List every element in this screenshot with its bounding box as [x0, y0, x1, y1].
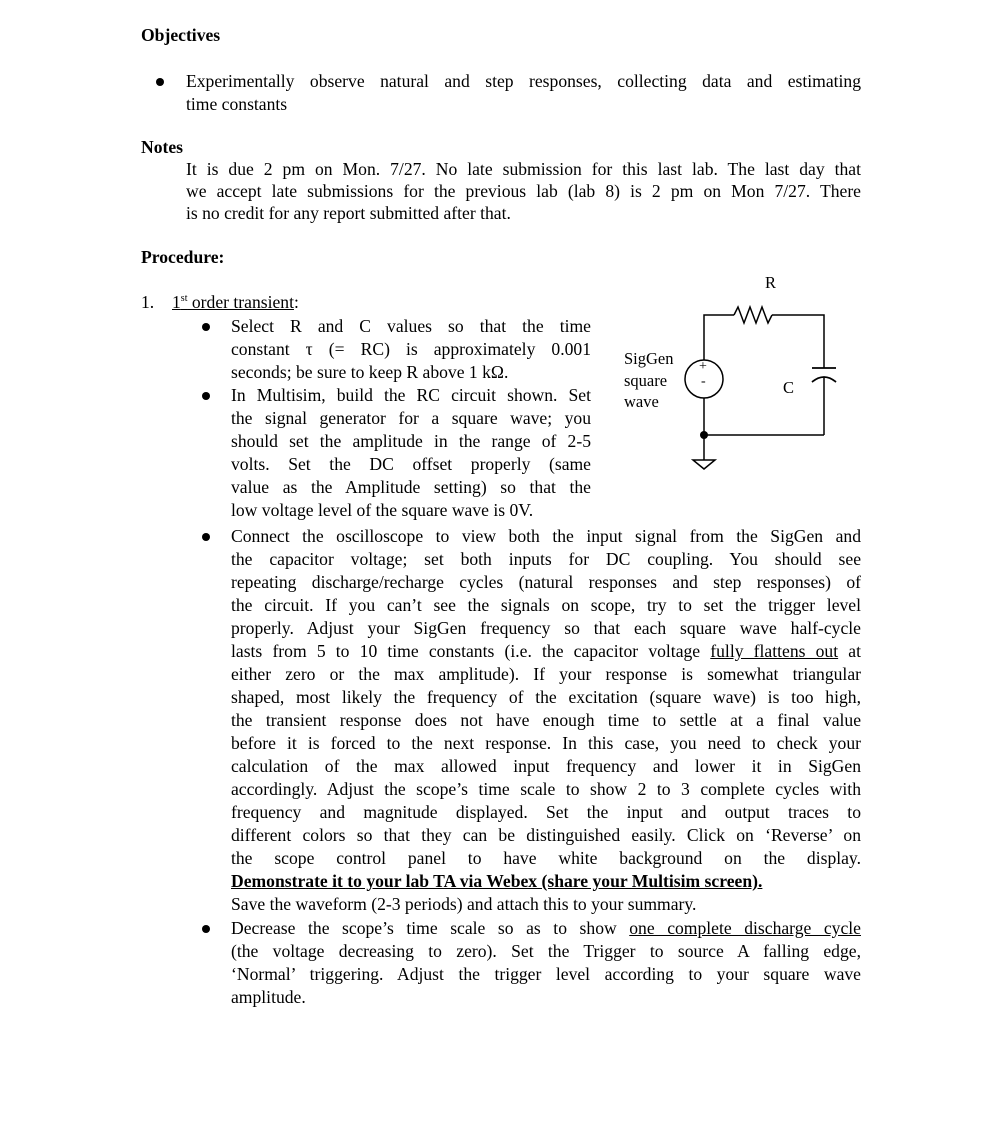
b4-line3: ‘Normal’ triggering. Adjust the trigger level according to your square wave — [231, 964, 861, 984]
b1-bullet — [202, 323, 210, 331]
objectives-bullet — [156, 78, 164, 86]
objectives-bullet-line1: Experimentally observe natural and step responses, collecting data and estimating — [186, 71, 861, 91]
notes-heading: Notes — [141, 137, 184, 157]
b3-line15: the scope control panel to have white background on the display. — [231, 848, 861, 868]
b2-bullet — [202, 392, 210, 400]
b3-line17: Save the waveform (2-3 periods) and attach this to your summary. — [231, 894, 697, 914]
objectives-heading: Objectives — [141, 25, 221, 45]
b2-line6: low voltage level of the square wave is 0V. — [231, 500, 534, 520]
item-title-colon: : — [293, 292, 299, 312]
b2-line5: value as the Amplitude setting) so that the — [231, 477, 591, 497]
notes-line1: It is due 2 pm on Mon. 7/27. No late submission for this last lab. The last day that — [186, 159, 861, 179]
b2-line2: the signal generator for a square wave; you — [231, 408, 591, 428]
b3-line6-pre: lasts from 5 to 10 time constants (i.e. the capacitor voltage — [231, 641, 711, 661]
b3-line6-underlined: fully flattens out — [710, 641, 839, 661]
top-left-wire — [704, 315, 734, 360]
b4-line1-pre: Decrease the scope’s time scale so as to show — [231, 918, 630, 938]
b3-line7: either zero or the max amplitude). If your response is somewhat triangular — [231, 664, 861, 684]
siggen-label-line3: wave — [624, 392, 659, 411]
b3-line13: frequency and magnitude displayed. Set the input and output traces to — [231, 802, 861, 822]
b4-line1-underlined: one complete discharge cycle — [629, 918, 861, 938]
b3-line6-post: at — [838, 641, 861, 661]
b4-line2: (the voltage decreasing to zero). Set the Trigger to source A falling edge, — [231, 941, 861, 961]
b4-line1 — [231, 917, 861, 940]
objectives-bullet-line2: time constants — [186, 94, 288, 114]
item-title-post: order transient — [187, 292, 294, 312]
b4-line4: amplitude. — [231, 987, 306, 1007]
b3-line4: the circuit. If you can’t see the signals on scope, try to set the trigger level — [231, 595, 861, 615]
b3-line10: before it is forced to the next response. In this case, you need to check your — [231, 733, 861, 753]
ground-node-dot — [700, 431, 708, 439]
item-title-sup: st — [180, 293, 188, 305]
b3-line12: accordingly. Adjust the scope’s time scale to show 2 to 3 complete cycles with — [231, 779, 861, 799]
resistor-label: R — [765, 273, 777, 292]
b3-line9: the transient response does not have enough time to settle at a final value — [231, 710, 861, 730]
b4-bullet — [202, 925, 210, 933]
b3-line5: properly. Adjust your SigGen frequency so that each square wave half-cycle — [231, 618, 861, 638]
b2-line3: should set the amplitude in the range of 2-5 — [231, 431, 591, 451]
notes-line2: we accept late submissions for the previous lab (lab 8) is 2 pm on Mon 7/27. There — [186, 181, 861, 201]
b1-line3: seconds; be sure to keep R above 1 kΩ. — [231, 362, 509, 382]
b3-line14: different colors so that they can be distinguished easily. Click on ‘Reverse’ on — [231, 825, 861, 845]
b2-line4: volts. Set the DC offset properly (same — [231, 454, 591, 474]
resistor-symbol — [734, 307, 772, 323]
ground-icon — [693, 460, 715, 469]
b3-line2: the capacitor voltage; set both inputs for DC coupling. You should see — [231, 549, 861, 569]
item-title-pre: 1 — [172, 292, 181, 312]
siggen-label-line1: SigGen — [624, 349, 674, 368]
notes-line3: is no credit for any report submitted after that. — [186, 203, 511, 223]
b3-line16-demonstrate: Demonstrate it to your lab TA via Webex (share your Multisim screen). — [231, 871, 763, 891]
item-title — [172, 291, 299, 314]
b3-bullet — [202, 533, 210, 541]
procedure-heading: Procedure: — [141, 247, 225, 267]
item-number: 1. — [141, 292, 155, 312]
b3-line1: Connect the oscilloscope to view both the input signal from the SigGen and — [231, 526, 861, 546]
b3-line11: calculation of the max allowed input frequency and lower it in SigGen — [231, 756, 861, 776]
b1-line2: constant τ (= RC) is approximately 0.001 — [231, 339, 591, 359]
siggen-label-line2: square — [624, 371, 668, 390]
source-plus-sign: + — [699, 359, 707, 374]
b3-line3: repeating discharge/recharge cycles (natural responses and step responses) of — [231, 572, 861, 592]
b2-line1: In Multisim, build the RC circuit shown. Set — [231, 385, 591, 405]
top-right-wire — [772, 315, 824, 368]
b1-line1: Select R and C values so that the time — [231, 316, 591, 336]
source-minus-sign: - — [701, 374, 706, 389]
b3-line6 — [231, 640, 861, 663]
b3-line8: shaped, most likely the frequency of the excitation (square wave) is too high, — [231, 687, 861, 707]
capacitor-label: C — [783, 378, 795, 397]
